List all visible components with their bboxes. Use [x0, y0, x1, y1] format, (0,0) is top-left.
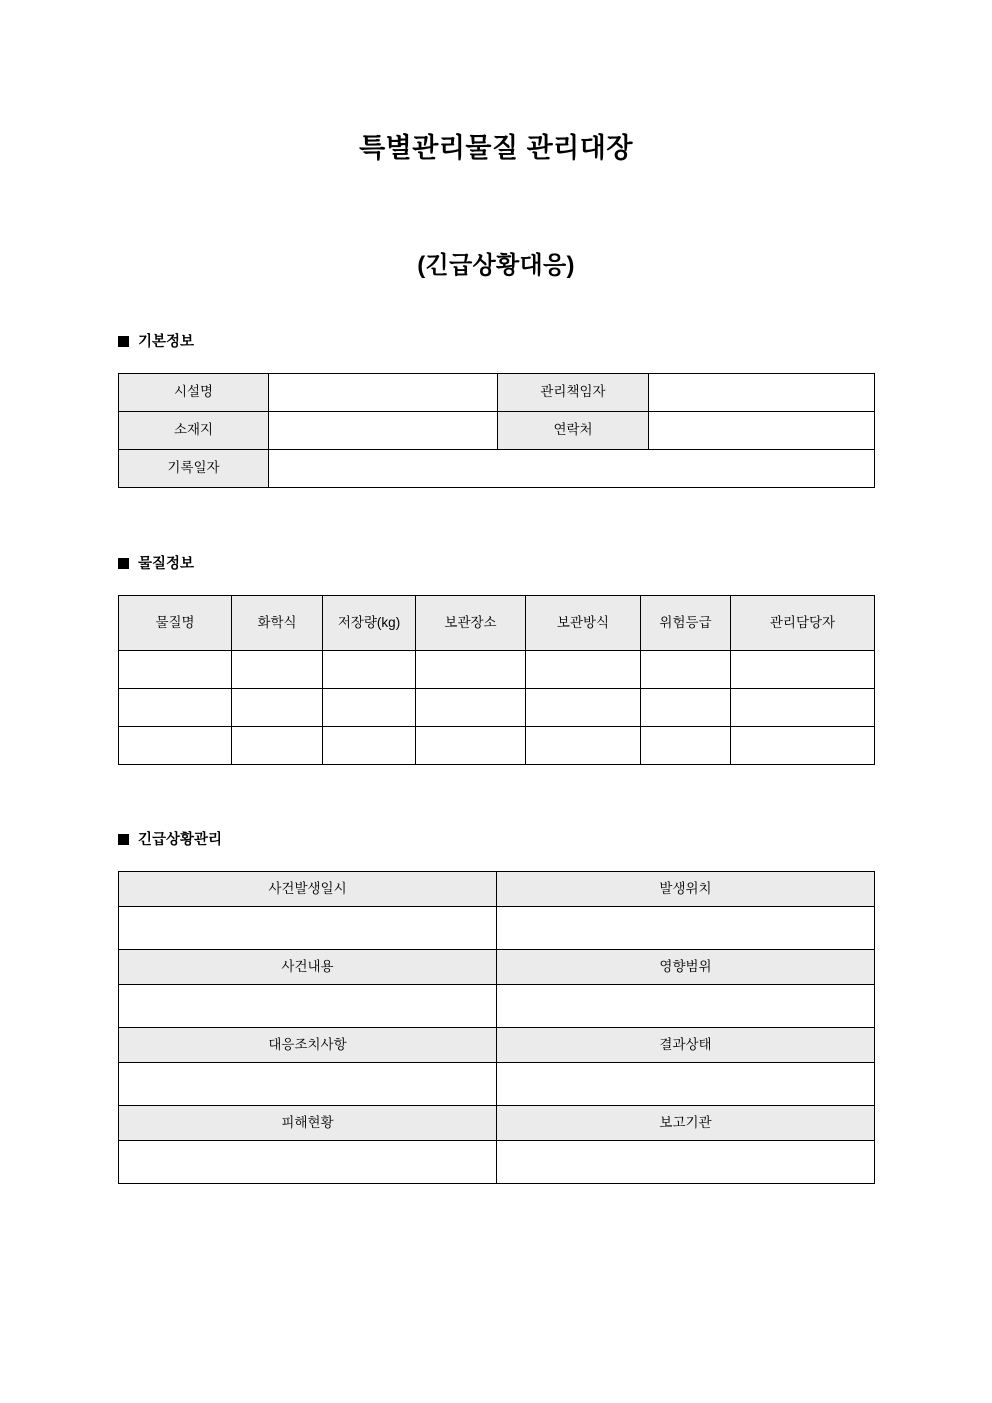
table-row — [119, 651, 875, 689]
table-row — [119, 412, 875, 450]
field-value-incident-details[interactable] — [119, 985, 497, 1028]
field-value-manager[interactable] — [649, 374, 875, 412]
column-header-storage-amount: 저장량(kg) — [323, 596, 416, 651]
cell-hazard-grade[interactable] — [641, 689, 731, 727]
field-label-incident-location: 발생위치 — [497, 872, 875, 907]
basic-info-table — [118, 373, 875, 488]
table-row — [119, 689, 875, 727]
cell-hazard-grade[interactable] — [641, 651, 731, 689]
field-value-facility-name[interactable] — [269, 374, 498, 412]
field-label-location: 소재지 — [119, 412, 269, 450]
cell-chemical-formula[interactable] — [232, 651, 323, 689]
field-label-response-actions: 대응조치사항 — [119, 1028, 497, 1063]
field-value-impact-scope[interactable] — [497, 985, 875, 1028]
cell-chemical-formula[interactable] — [232, 689, 323, 727]
document-subtitle: (긴급상황대응) — [417, 252, 575, 279]
table-header-row — [119, 872, 875, 907]
column-header-storage-method: 보관방식 — [526, 596, 641, 651]
cell-storage-method[interactable] — [526, 689, 641, 727]
column-header-storage-place: 보관장소 — [416, 596, 526, 651]
cell-storage-amount[interactable] — [323, 689, 416, 727]
cell-storage-amount[interactable] — [323, 727, 416, 765]
field-value-response-actions[interactable] — [119, 1063, 497, 1106]
cell-storage-method[interactable] — [526, 727, 641, 765]
material-info-table — [118, 595, 875, 765]
field-label-facility-name: 시설명 — [119, 374, 269, 412]
cell-hazard-grade[interactable] — [641, 727, 731, 765]
field-value-result-status[interactable] — [497, 1063, 875, 1106]
field-value-reporting-agency[interactable] — [497, 1141, 875, 1184]
section-heading-emergency-management-label: 긴급상황관리 — [138, 832, 223, 848]
table-row — [119, 727, 875, 765]
cell-storage-method[interactable] — [526, 651, 641, 689]
table-header-row — [119, 1106, 875, 1141]
cell-person-in-charge[interactable] — [731, 651, 875, 689]
table-row — [119, 1063, 875, 1106]
document-title: 특별관리물질 관리대장 — [359, 133, 633, 163]
column-header-hazard-grade: 위험등급 — [641, 596, 731, 651]
square-bullet-icon — [118, 336, 129, 347]
cell-person-in-charge[interactable] — [731, 727, 875, 765]
field-label-contact: 연락처 — [498, 412, 649, 450]
field-label-manager: 관리책임자 — [498, 374, 649, 412]
emergency-management-table — [118, 871, 875, 1184]
table-row — [119, 907, 875, 950]
table-header-row — [119, 1028, 875, 1063]
field-value-record-date[interactable] — [269, 450, 875, 488]
table-header-row — [119, 596, 875, 651]
column-header-person-in-charge: 관리담당자 — [731, 596, 875, 651]
table-row — [119, 450, 875, 488]
field-label-incident-datetime: 사건발생일시 — [119, 872, 497, 907]
field-label-record-date: 기록일자 — [119, 450, 269, 488]
table-row — [119, 1141, 875, 1184]
table-header-row — [119, 950, 875, 985]
cell-material-name[interactable] — [119, 727, 232, 765]
section-heading-emergency-management — [118, 832, 222, 849]
field-value-contact[interactable] — [649, 412, 875, 450]
table-row — [119, 374, 875, 412]
square-bullet-icon — [118, 834, 129, 845]
column-header-chemical-formula: 화학식 — [232, 596, 323, 651]
field-value-location[interactable] — [269, 412, 498, 450]
cell-storage-place[interactable] — [416, 689, 526, 727]
cell-storage-place[interactable] — [416, 651, 526, 689]
square-bullet-icon — [118, 558, 129, 569]
field-label-incident-details: 사건내용 — [119, 950, 497, 985]
field-label-result-status: 결과상태 — [497, 1028, 875, 1063]
section-heading-material-info — [118, 556, 194, 573]
section-heading-material-info-label: 물질정보 — [138, 556, 195, 572]
cell-person-in-charge[interactable] — [731, 689, 875, 727]
table-row — [119, 985, 875, 1028]
column-header-material-name: 물질명 — [119, 596, 232, 651]
cell-chemical-formula[interactable] — [232, 727, 323, 765]
field-label-reporting-agency: 보고기관 — [497, 1106, 875, 1141]
cell-storage-place[interactable] — [416, 727, 526, 765]
field-value-incident-datetime[interactable] — [119, 907, 497, 950]
section-heading-basic-info — [118, 334, 194, 351]
field-label-impact-scope: 영향범위 — [497, 950, 875, 985]
field-label-damage-status: 피해현황 — [119, 1106, 497, 1141]
field-value-incident-location[interactable] — [497, 907, 875, 950]
section-heading-basic-info-label: 기본정보 — [138, 334, 195, 350]
cell-storage-amount[interactable] — [323, 651, 416, 689]
cell-material-name[interactable] — [119, 689, 232, 727]
cell-material-name[interactable] — [119, 651, 232, 689]
field-value-damage-status[interactable] — [119, 1141, 497, 1184]
